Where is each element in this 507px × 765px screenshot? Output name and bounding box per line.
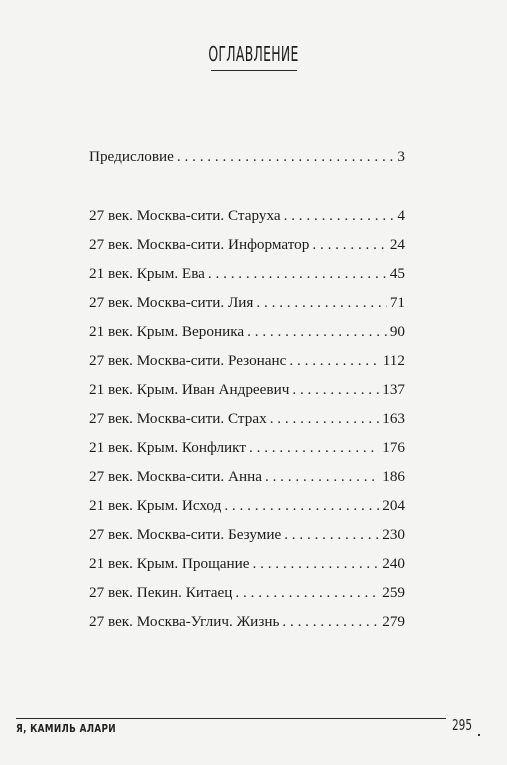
toc-entry-title: 21 век. Крым. Ева: [89, 265, 205, 282]
dot-leader: [282, 613, 379, 631]
toc-entry-page: 71: [389, 294, 405, 311]
toc-entry: [89, 352, 405, 374]
toc-entry: [89, 584, 405, 606]
toc-entry-title: 27 век. Москва-сити. Анна: [89, 468, 262, 485]
footer-page-number: 295: [452, 716, 473, 734]
toc-entry-page: 24: [389, 236, 405, 253]
dot-leader: [247, 323, 387, 341]
title-underline: [211, 70, 297, 71]
toc-entry: [89, 468, 405, 490]
dot-leader: [312, 236, 386, 254]
toc-entry-title: 21 век. Крым. Иван Андреевич: [89, 381, 290, 398]
dot-leader: [177, 148, 394, 166]
toc-entry-page: 90: [389, 323, 405, 340]
toc-entry: [89, 323, 405, 345]
dot-leader: [208, 265, 387, 283]
toc-entry-page: 4: [397, 207, 405, 224]
dot-leader: [249, 439, 379, 457]
toc-entry: [89, 497, 405, 519]
toc-entry-page: 163: [382, 410, 405, 427]
toc-entry-title: 21 век. Крым. Вероника: [89, 323, 245, 340]
footer-rule: [16, 718, 446, 719]
dot-leader: [256, 294, 386, 312]
toc-entry-page: 240: [382, 555, 405, 572]
toc-entry: [89, 555, 405, 577]
dot-leader: [284, 207, 395, 225]
toc-entry-page: 230: [382, 526, 405, 543]
toc-entry: [89, 381, 405, 403]
toc-entry: [89, 207, 405, 229]
toc-entry-title: Предисловие: [89, 148, 174, 165]
toc-entry-page: 259: [382, 584, 405, 601]
toc-entry-title: 27 век. Москва-Углич. Жизнь: [89, 613, 280, 630]
footer-dot: [478, 734, 480, 736]
toc-entry-page: 279: [382, 613, 405, 630]
toc-entry-title: 27 век. Москва-сити. Старуха: [89, 207, 281, 224]
toc-entry-title: 27 век. Москва-сити. Страх: [89, 410, 267, 427]
page-title: ОГЛАВЛЕНИЕ: [208, 42, 299, 66]
dot-leader: [224, 497, 379, 515]
toc-entry: [89, 613, 405, 635]
dot-leader: [284, 526, 379, 544]
toc-entry-page: 137: [382, 381, 405, 398]
dot-leader: [253, 555, 380, 573]
toc-entry: [89, 294, 405, 316]
toc-entry-page: 176: [382, 439, 405, 456]
toc-entry-page: 3: [397, 148, 405, 165]
toc-entry: [89, 526, 405, 548]
toc-entry-title: 27 век. Москва-сити. Информатор: [89, 236, 310, 253]
dot-leader: [235, 584, 379, 602]
toc-entry-title: 27 век. Москва-сити. Лия: [89, 294, 254, 311]
toc-entry-page: 204: [382, 497, 405, 514]
toc-entry-title: 27 век. Москва-сити. Резонанс: [89, 352, 287, 369]
dot-leader: [292, 381, 379, 399]
toc-entry: [89, 265, 405, 287]
toc-entry-title: 21 век. Крым. Исход: [89, 497, 222, 514]
toc-entry-page: 186: [382, 468, 405, 485]
dot-leader: [270, 410, 380, 428]
dot-leader: [265, 468, 379, 486]
dot-leader: [289, 352, 379, 370]
toc-entry: [89, 148, 405, 170]
footer-author: Я, КАМИЛЬ АЛАРИ: [16, 722, 116, 735]
toc-entry-page: 45: [389, 265, 405, 282]
toc-entry: [89, 410, 405, 432]
toc-entry-title: 21 век. Крым. Конфликт: [89, 439, 246, 456]
toc-entry: [89, 439, 405, 461]
toc-entry-page: 112: [382, 352, 405, 369]
toc-entry: [89, 236, 405, 258]
toc-entry-title: 21 век. Крым. Прощание: [89, 555, 250, 572]
toc-entry-title: 27 век. Москва-сити. Безумие: [89, 526, 282, 543]
toc-entry-title: 27 век. Пекин. Китаец: [89, 584, 233, 601]
